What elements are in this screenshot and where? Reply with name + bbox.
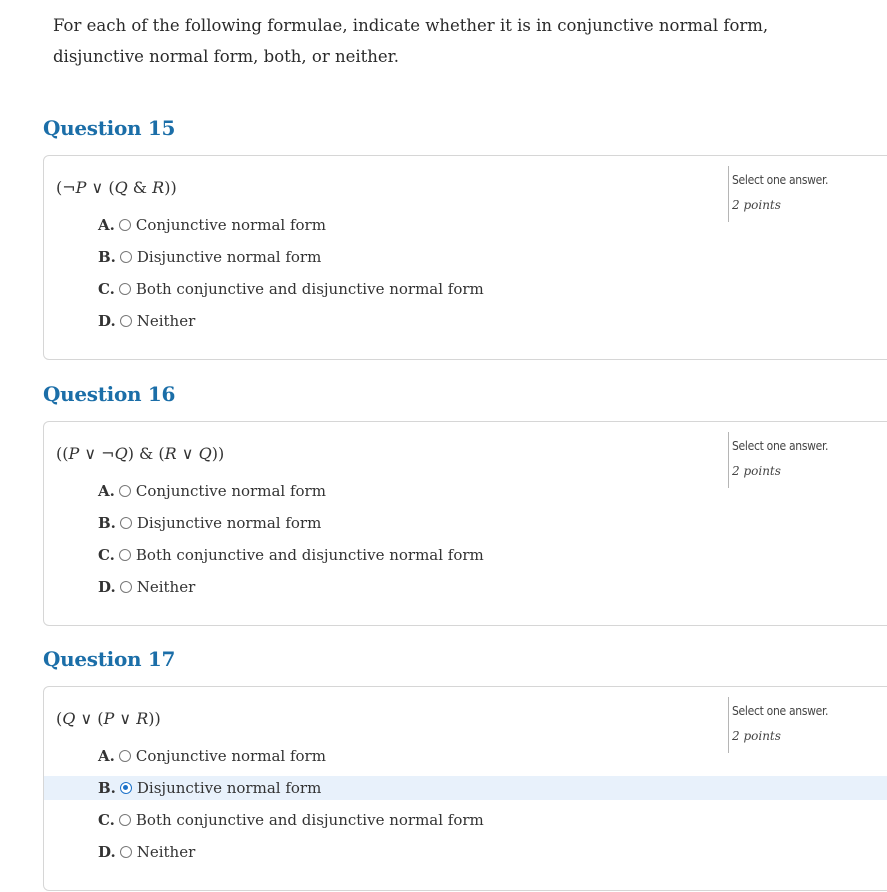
option-label[interactable]: Both conjunctive and disjunctive normal form <box>135 280 484 298</box>
q15-option-b[interactable] <box>44 245 887 269</box>
option-letter: C. <box>98 546 115 564</box>
q17-option-b[interactable] <box>44 776 887 800</box>
q15-option-c[interactable] <box>44 277 887 301</box>
option-label[interactable]: Disjunctive normal form <box>136 779 322 797</box>
radio-button[interactable] <box>119 750 131 762</box>
option-letter: A. <box>98 482 115 500</box>
option-letter: D. <box>98 312 116 330</box>
radio-button-selected[interactable] <box>120 782 132 794</box>
radio-button[interactable] <box>119 549 131 561</box>
question-15-points: 2 points <box>732 198 781 212</box>
option-label[interactable]: Both conjunctive and disjunctive normal form <box>135 546 484 564</box>
radio-button[interactable] <box>120 846 132 858</box>
q16-option-b[interactable] <box>44 511 887 535</box>
radio-button[interactable] <box>120 581 132 593</box>
question-16-heading: Question 16 <box>43 382 176 406</box>
q16-option-d[interactable] <box>44 575 887 599</box>
question-17-options <box>44 744 887 872</box>
radio-button[interactable] <box>119 219 131 231</box>
instructions-text: For each of the following formulae, indicate whether it is in conjunctive normal form, disjunctive normal form, both, or neither. <box>53 16 769 66</box>
q17-option-c[interactable] <box>44 808 887 832</box>
option-letter: B. <box>98 779 116 797</box>
question-16-instruction: Select one answer. <box>732 439 829 453</box>
q16-option-c[interactable] <box>44 543 887 567</box>
question-15-heading: Question 15 <box>43 116 176 140</box>
option-label[interactable]: Conjunctive normal form <box>135 482 326 500</box>
q17-option-d[interactable] <box>44 840 887 864</box>
option-letter: A. <box>98 747 115 765</box>
option-letter: A. <box>98 216 115 234</box>
q15-option-d[interactable] <box>44 309 887 333</box>
radio-button[interactable] <box>120 251 132 263</box>
radio-button[interactable] <box>120 315 132 327</box>
option-letter: B. <box>98 514 116 532</box>
option-label[interactable]: Neither <box>136 578 196 596</box>
question-16-options <box>44 479 887 607</box>
question-15-instruction: Select one answer. <box>732 173 829 187</box>
option-label[interactable]: Conjunctive normal form <box>135 216 326 234</box>
option-letter: C. <box>98 811 115 829</box>
question-17-points: 2 points <box>732 729 781 743</box>
question-16-points: 2 points <box>732 464 781 478</box>
question-15-card <box>43 155 887 360</box>
question-17-instruction: Select one answer. <box>732 704 829 718</box>
q16-option-a[interactable] <box>44 479 887 503</box>
option-letter: D. <box>98 578 116 596</box>
option-label[interactable]: Both conjunctive and disjunctive normal form <box>135 811 484 829</box>
option-letter: B. <box>98 248 116 266</box>
q15-option-a[interactable] <box>44 213 887 237</box>
option-label[interactable]: Disjunctive normal form <box>136 248 322 266</box>
option-label[interactable]: Neither <box>136 312 196 330</box>
option-letter: D. <box>98 843 116 861</box>
radio-button[interactable] <box>119 283 131 295</box>
option-label[interactable]: Neither <box>136 843 196 861</box>
question-16-formula: ((P ∨ ¬Q) & (R ∨ Q)) <box>56 444 225 463</box>
option-label[interactable]: Conjunctive normal form <box>135 747 326 765</box>
radio-button[interactable] <box>119 485 131 497</box>
question-17-heading: Question 17 <box>43 647 176 671</box>
question-17-formula: (Q ∨ (P ∨ R)) <box>56 709 161 728</box>
q17-option-a[interactable] <box>44 744 887 768</box>
option-label[interactable]: Disjunctive normal form <box>136 514 322 532</box>
question-16-card <box>43 421 887 626</box>
question-15-options <box>44 213 887 341</box>
question-15-formula: (¬P ∨ (Q & R)) <box>56 178 177 197</box>
option-letter: C. <box>98 280 115 298</box>
radio-button[interactable] <box>119 814 131 826</box>
radio-button[interactable] <box>120 517 132 529</box>
question-17-card <box>43 686 887 891</box>
